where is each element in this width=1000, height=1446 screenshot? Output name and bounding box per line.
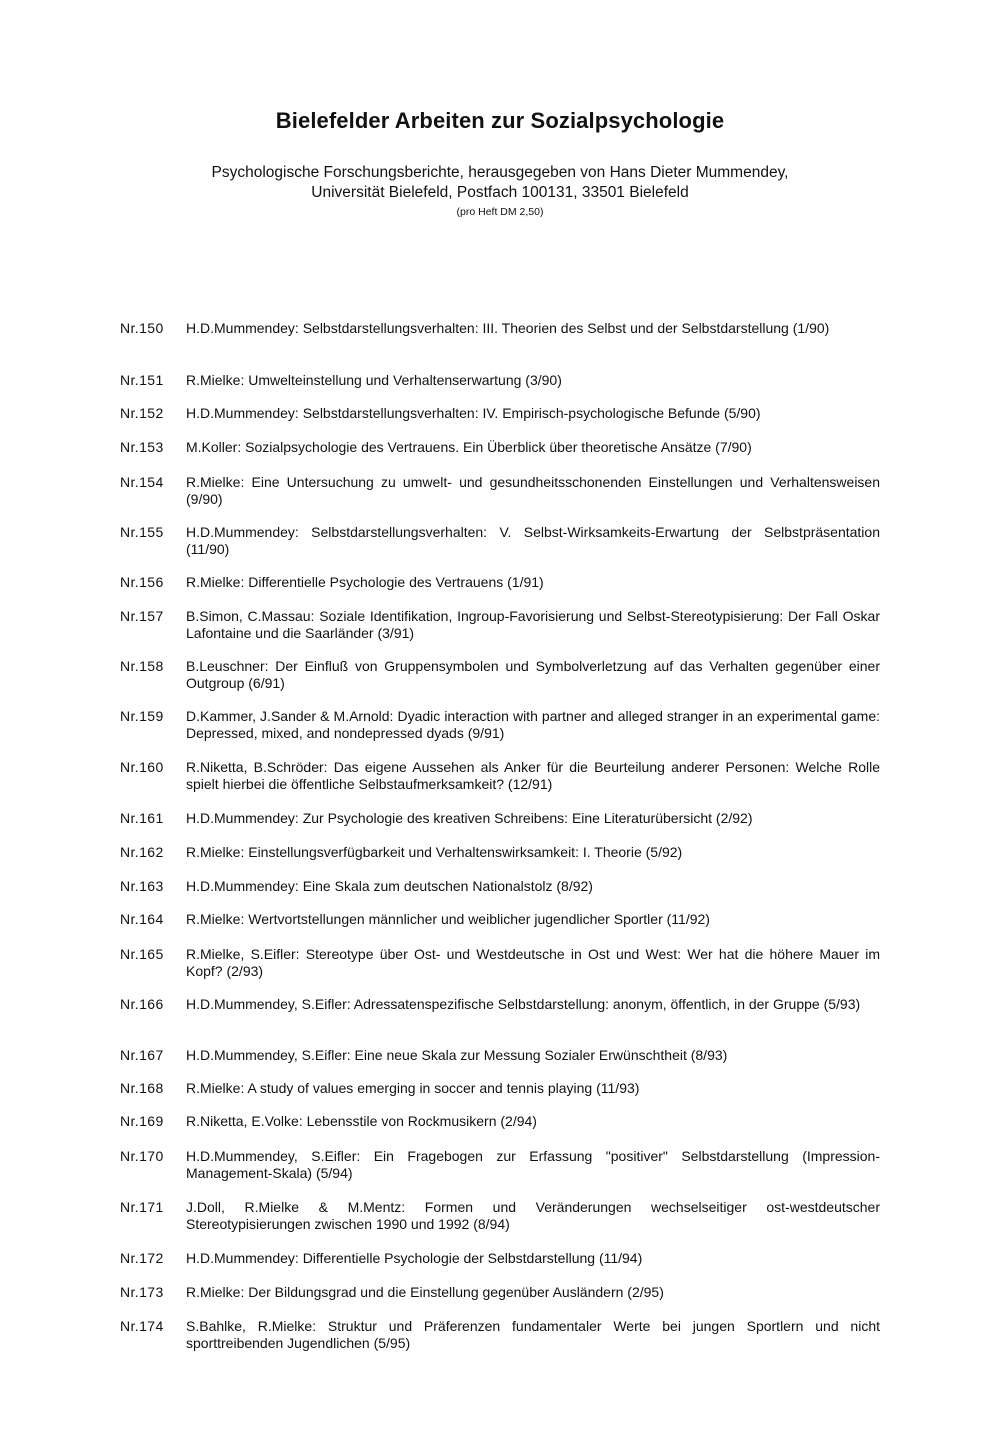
entry-text: H.D.Mummendey: Zur Psychologie des kreativen Schreibens: Eine Literaturübersicht (2/92) bbox=[186, 810, 753, 826]
entry-number: Nr.152 bbox=[120, 405, 164, 421]
entry-text: H.D.Mummendey, S.Eifler: Ein Fragebogen zur Erfassung "positiver" Selbstdarstellung (Impression-Management-Skala) (5/94) bbox=[186, 1148, 880, 1181]
entry-number: Nr.166 bbox=[120, 996, 164, 1012]
entry-text: H.D.Mummendey, S.Eifler: Eine neue Skala zur Messung Sozialer Erwünschtheit (8/93) bbox=[186, 1047, 728, 1063]
entry-number: Nr.171 bbox=[120, 1199, 164, 1215]
entry-number: Nr.164 bbox=[120, 911, 164, 927]
entry-number: Nr.173 bbox=[120, 1284, 164, 1300]
entry-number: Nr.165 bbox=[120, 946, 164, 962]
entry-number: Nr.160 bbox=[120, 759, 164, 775]
entry-text: H.D.Mummendey: Selbstdarstellungsverhalten: IV. Empirisch-psychologische Befunde (5/90) bbox=[186, 405, 761, 421]
entry-text: R.Mielke: A study of values emerging in soccer and tennis playing (11/93) bbox=[186, 1080, 640, 1096]
entry-number: Nr.159 bbox=[120, 708, 164, 724]
entry-number: Nr.163 bbox=[120, 878, 164, 894]
entry-text: M.Koller: Sozialpsychologie des Vertrauens. Ein Überblick über theoretische Ansätze (7/90) bbox=[186, 439, 752, 455]
price-note: (pro Heft DM 2,50) bbox=[456, 206, 544, 218]
entry-text: R.Niketta, B.Schröder: Das eigene Aussehen als Anker für die Beurteilung anderer Personen: Welche Rolle spielt hierbei die öffentliche Selbstaufmerksamkeit? (12/91) bbox=[186, 759, 880, 792]
entry-number: Nr.167 bbox=[120, 1047, 164, 1063]
entry-number: Nr.156 bbox=[120, 574, 164, 590]
entry-number: Nr.158 bbox=[120, 658, 164, 674]
entry-number: Nr.151 bbox=[120, 372, 164, 388]
entry-text: R.Mielke: Umwelteinstellung und Verhaltenserwartung (3/90) bbox=[186, 372, 562, 388]
entry-text: R.Mielke: Eine Untersuchung zu umwelt- und gesundheitsschonenden Einstellungen und Verhaltensweisen (9/90) bbox=[186, 474, 880, 507]
entry-number: Nr.161 bbox=[120, 810, 164, 826]
entry-text: H.D.Mummendey: Differentielle Psychologie der Selbstdarstellung (11/94) bbox=[186, 1250, 643, 1266]
entry-number: Nr.150 bbox=[120, 320, 164, 336]
entry-text: R.Mielke: Einstellungsverfügbarkeit und Verhaltenswirksamkeit: I. Theorie (5/92) bbox=[186, 844, 683, 860]
entry-number: Nr.168 bbox=[120, 1080, 164, 1096]
entry-number: Nr.172 bbox=[120, 1250, 164, 1266]
entry-text: R.Mielke: Der Bildungsgrad und die Einstellung gegenüber Ausländern (2/95) bbox=[186, 1284, 664, 1300]
page-title: Bielefelder Arbeiten zur Sozialpsychologie bbox=[275, 108, 725, 133]
entry-text: J.Doll, R.Mielke & M.Mentz: Formen und Veränderungen wechselseitiger ost-westdeutscher Stereotypisierungen zwischen 1990 und 1992 (8/94) bbox=[186, 1199, 880, 1232]
entry-text: B.Simon, C.Massau: Soziale Identifikation, Ingroup-Favorisierung und Selbst-Stereotypisierung: Der Fall Oskar Lafontaine und die Saarländer (3/91) bbox=[186, 608, 880, 641]
entry-number: Nr.157 bbox=[120, 608, 164, 624]
entry-number: Nr.170 bbox=[120, 1148, 164, 1164]
entry-text: R.Mielke: Wertvortstellungen männlicher und weiblicher jugendlicher Sportler (11/92) bbox=[186, 911, 710, 927]
entry-text: H.D.Mummendey: Selbstdarstellungsverhalten: V. Selbst-Wirksamkeits-Erwartung der Selbstpräsentation (11/90) bbox=[186, 524, 880, 557]
entry-number: Nr.174 bbox=[120, 1318, 164, 1334]
entry-text: R.Mielke: Differentielle Psychologie des Vertrauens (1/91) bbox=[186, 574, 544, 590]
entry-text: D.Kammer, J.Sander & M.Arnold: Dyadic interaction with partner and alleged stranger in an experimental game: Depressed, mixed, and nondepressed dyads (9/91) bbox=[186, 708, 880, 741]
entry-number: Nr.153 bbox=[120, 439, 164, 455]
entry-text: R.Mielke, S.Eifler: Stereotype über Ost- und Westdeutsche in Ost und West: Wer hat die höhere Mauer im Kopf? (2/93) bbox=[186, 946, 880, 979]
subtitle-line-1: Psychologische Forschungsberichte, herausgegeben von Hans Dieter Mummendey, bbox=[211, 164, 789, 181]
entry-number: Nr.154 bbox=[120, 474, 164, 490]
entry-text: R.Niketta, E.Volke: Lebensstile von Rockmusikern (2/94) bbox=[186, 1113, 537, 1129]
entry-text: H.D.Mummendey: Eine Skala zum deutschen Nationalstolz (8/92) bbox=[186, 878, 593, 894]
entry-number: Nr.169 bbox=[120, 1113, 164, 1129]
entry-number: Nr.162 bbox=[120, 844, 164, 860]
entry-text: H.D.Mummendey: Selbstdarstellungsverhalten: III. Theorien des Selbst und der Selbstdarstellung (1/90) bbox=[186, 320, 830, 336]
entry-number: Nr.155 bbox=[120, 524, 164, 540]
entry-text: B.Leuschner: Der Einfluß von Gruppensymbolen und Symbolverletzung auf das Verhalten gegenüber einer Outgroup (6/91) bbox=[186, 658, 880, 691]
subtitle-line-2: Universität Bielefeld, Postfach 100131, 33501 Bielefeld bbox=[311, 184, 689, 201]
entry-text: S.Bahlke, R.Mielke: Struktur und Präferenzen fundamentaler Werte bei jungen Sportlern und nicht sporttreibenden Jugendlichen (5/95) bbox=[186, 1318, 880, 1351]
entry-text: H.D.Mummendey, S.Eifler: Adressatenspezifische Selbstdarstellung: anonym, öffentlich, in der Gruppe (5/93) bbox=[186, 996, 861, 1012]
